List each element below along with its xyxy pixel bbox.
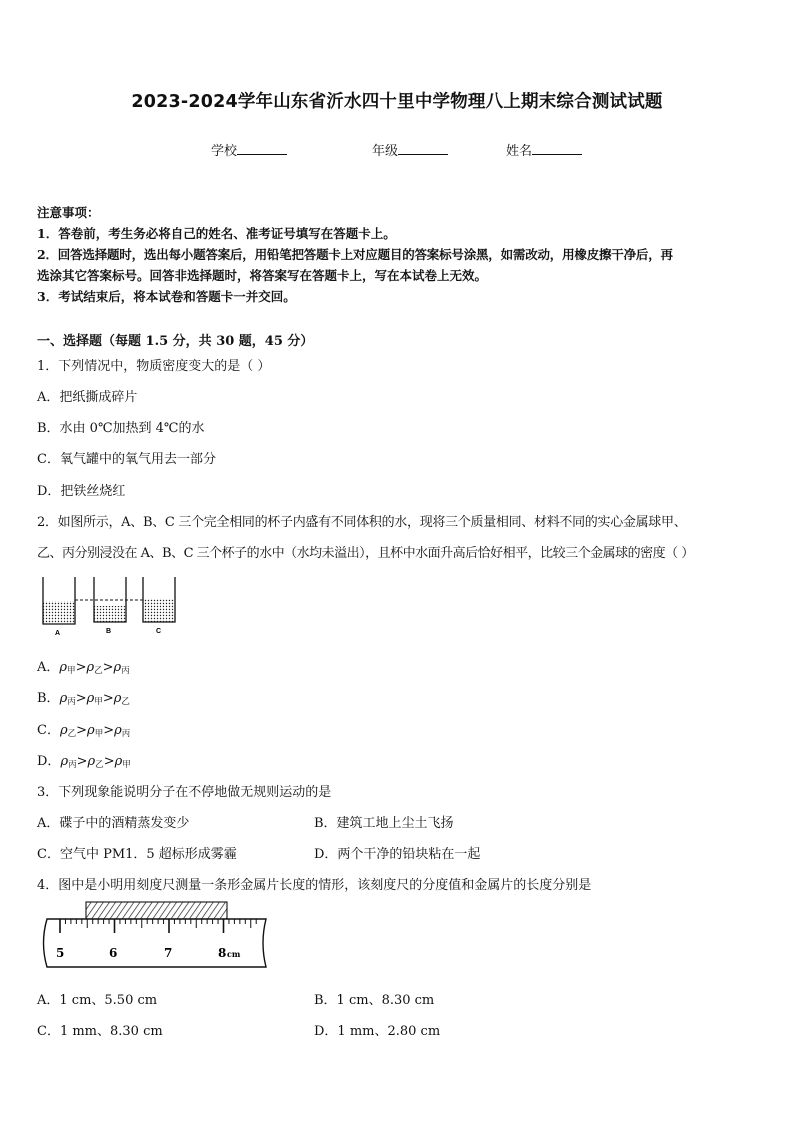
q3-option-c: C．空气中 PM1．5 超标形成雾霾: [37, 847, 237, 862]
q2-option-d: D．$\rho_丙>\rho_乙>\rho_甲$: [37, 754, 131, 770]
q1-option-a: A．把纸撕成碎片: [37, 390, 138, 405]
grade-field: [372, 140, 448, 159]
cup-label-c: C: [156, 628, 162, 635]
note-2a: 2．回答选择题时，选出每小题答案后，用铅笔把答题卡上对应题目的答案标号涂黑，如需改动，用橡皮擦干净后，再: [37, 247, 673, 262]
cup-c: [143, 577, 175, 622]
section-heading: 一、选择题（每题 1.5 分，共 30 题，45 分）: [37, 334, 314, 349]
note-2b: 选涂其它答案标号。回答非选择题时，将答案写在答题卡上，写在本试卷上无效。: [37, 268, 488, 283]
name-field: [506, 140, 582, 159]
q4-option-d: D．1 mm、2.80 cm: [314, 1024, 441, 1039]
q1-option-d: D．把铁丝烧红: [37, 484, 126, 499]
note-1: 1．答卷前，考生务必将自己的姓名、准考证号填写在答题卡上。: [37, 226, 396, 241]
ruler-label-5: 5: [56, 946, 65, 960]
q4-option-b: B．1 cm、8.30 cm: [314, 993, 435, 1008]
cup-label-a: A: [55, 630, 61, 637]
q3-option-d: D．两个干净的铅块粘在一起: [314, 847, 481, 862]
grade-label: 年级: [372, 144, 399, 159]
q2-option-b: B．$\rho_丙>\rho_甲>\rho_乙$: [37, 691, 130, 707]
cups-figure: [36, 575, 181, 640]
q2-stem-line1: 2．如图所示，A、B、C 三个完全相同的杯子内盛有不同体积的水，现将三个质量相同、材料不同的实心金属球甲、: [37, 515, 687, 530]
name-label: 姓名: [506, 144, 533, 159]
q4-option-a: A．1 cm、5.50 cm: [37, 993, 158, 1008]
ruler-unit: cm: [227, 949, 241, 959]
q3-option-a: A．碟子中的酒精蒸发变少: [37, 816, 190, 831]
q3-stem: 3．下列现象能说明分子在不停地做无规则运动的是: [37, 785, 332, 800]
q1-stem: 1．下列情况中，物质密度变大的是（ ）: [37, 359, 271, 374]
ruler-label-6: 6: [109, 946, 118, 960]
q4-stem: 4．图中是小明用刻度尺测量一条形金属片长度的情形，该刻度尺的分度值和金属片的长度分别是: [37, 878, 592, 893]
metal-strip: [86, 902, 227, 919]
q4-option-c: C．1 mm、8.30 cm: [37, 1024, 163, 1039]
q1-option-c: C．氧气罐中的氧气用去一部分: [37, 452, 216, 467]
ruler-label-7: 7: [164, 946, 173, 960]
page-title: 2023-2024学年山东省沂水四十里中学物理八上期末综合测试试题: [131, 92, 663, 112]
q2-option-c: C．$\rho_乙>\rho_甲>\rho_丙$: [37, 723, 131, 739]
q1-option-b: B．水由 0℃加热到 4℃的水: [37, 421, 205, 436]
q3-option-b: B．建筑工地上尘土飞扬: [314, 816, 454, 831]
cup-b: [94, 577, 126, 622]
q2-option-a: A．$\rho_甲>\rho_乙>\rho_丙$: [37, 660, 130, 676]
name-blank: [532, 142, 582, 155]
school-field: [211, 140, 287, 159]
school-blank: [237, 142, 287, 155]
ruler-body: [44, 919, 267, 967]
cup-label-b: B: [106, 628, 112, 635]
notes-heading: 注意事项：: [37, 205, 100, 220]
q2-stem-line2: 乙、丙分别浸没在 A、B、C 三个杯子的水中（水均未溢出），且杯中水面升高后恰好相平，比较三个金属球的密度（ ）: [37, 546, 694, 561]
school-label: 学校: [211, 144, 238, 159]
ruler-figure: [38, 899, 272, 971]
grade-blank: [398, 142, 448, 155]
cup-a: [43, 577, 75, 624]
note-3: 3．考试结束后，将本试卷和答题卡一并交回。: [37, 289, 296, 304]
ruler-label-8: 8: [218, 946, 227, 960]
